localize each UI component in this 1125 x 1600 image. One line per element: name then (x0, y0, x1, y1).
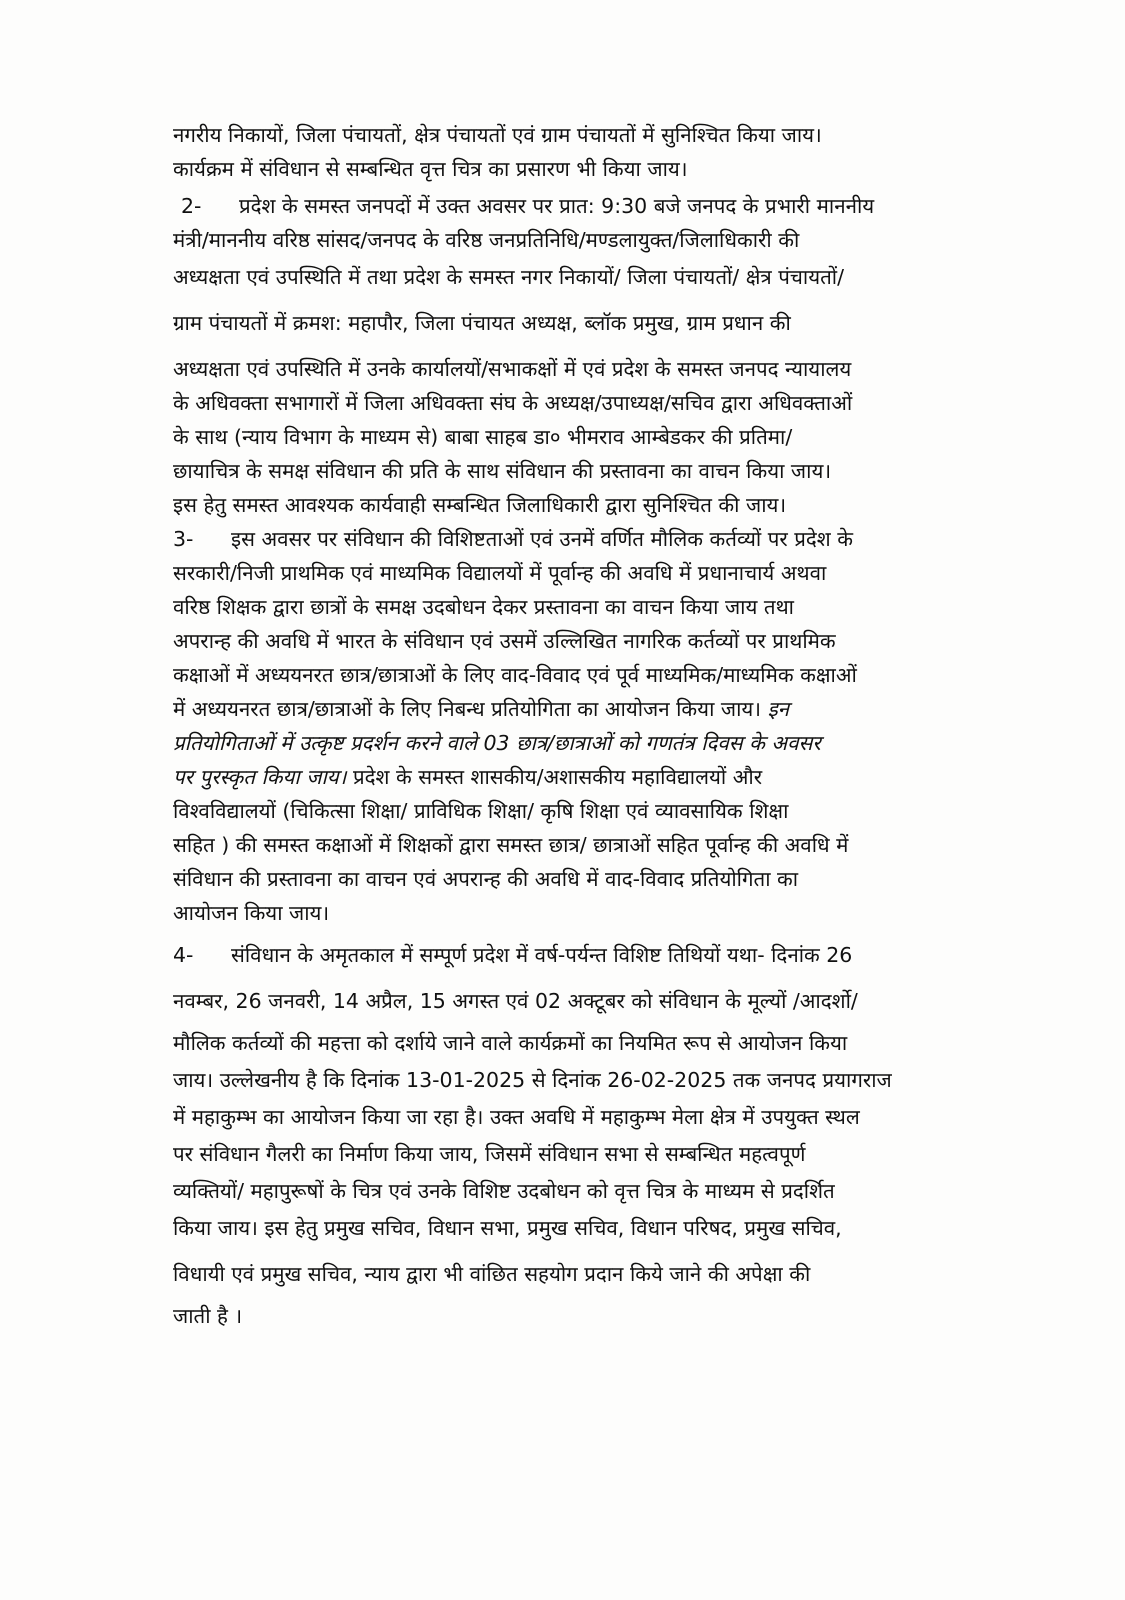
para3-line (173, 760, 1045, 794)
para2-line: अध्यक्षता एवं उपस्थिति में उनके कार्यालयों/सभाकक्षों में एवं प्रदेश के समस्त जनपद न्यायालय (173, 357, 852, 381)
para2-number: 2- (181, 194, 202, 218)
para4-line: विधायी एवं प्रमुख सचिव, न्याय द्वारा भी वांछित सहयोग प्रदान किये जाने की अपेक्षा की (173, 1262, 811, 1286)
para4-line: पर संविधान गैलरी का निर्माण किया जाय, जिसमें संविधान सभा से सम्बन्धित महत्वपूर्ण (173, 1142, 806, 1166)
para3-line: सरकारी/निजी प्राथमिक एवं माध्यमिक विद्यालयों में पूर्वान्ह की अवधि में प्रधानाचार्य अथवा (173, 561, 827, 585)
para4-line: मौलिक कर्तव्यों की महत्ता को दर्शाये जाने वाले कार्यक्रमों का नियमित रूप से आयोजन किया (173, 1031, 848, 1055)
para3-emphasis-line: प्रतियोगिताओं में उत्कृष्ट प्रदर्शन करने वाले 03 छात्र/छात्राओं को गणतंत्र दिवस के अवसर (173, 731, 821, 755)
para2-line: छायाचित्र के समक्ष संविधान की प्रति के साथ संविधान की प्रस्तावना का वाचन किया जाय। (173, 459, 832, 483)
para4-line (173, 938, 1045, 972)
para3-line: अपरान्ह की अवधि में भारत के संविधान एवं उसमें उल्लिखित नागरिक कर्तव्यों पर प्राथमिक (173, 629, 836, 653)
para3-text: प्रदेश के समस्त शासकीय/अशासकीय महाविद्यालयों और (352, 765, 763, 789)
para4-line: जाती है । (173, 1304, 243, 1328)
para2-line: के साथ (न्याय विभाग के माध्यम से) बाबा साहब डा० भीमराव आम्बेडकर की प्रतिमा/ (173, 425, 793, 449)
para3-line: आयोजन किया जाय। (173, 901, 330, 925)
para3-line: संविधान की प्रस्तावना का वाचन एवं अपरान्ह की अवधि में वाद-विवाद प्रतियोगिता का (173, 867, 799, 891)
para2-line: अध्यक्षता एवं उपस्थिति में तथा प्रदेश के समस्त नगर निकायों/ जिला पंचायतों/ क्षेत्र पंचायतों/ (173, 265, 845, 289)
para3-line: सहित ) की समस्त कक्षाओं में शिक्षकों द्वारा समस्त छात्र/ छात्राओं सहित पूर्वान्ह की अवधि में (173, 833, 849, 857)
document-body (173, 118, 1045, 1333)
para3-line (173, 692, 1045, 726)
para3-emphasis: पर पुरस्कृत किया जाय। (173, 765, 347, 789)
para3-emphasis: इन (767, 697, 790, 721)
intro-line: नगरीय निकायों, जिला पंचायतों, क्षेत्र पंचायतों एवं ग्राम पंचायतों में सुनिश्चित किया जाय। (173, 123, 822, 147)
para3-line: कक्षाओं में अध्ययनरत छात्र/छात्राओं के लिए वाद-विवाद एवं पूर्व माध्यमिक/माध्यमिक कक्षाओं (173, 663, 857, 687)
para2-text: प्रदेश के समस्त जनपदों में उक्त अवसर पर प्रात: 9:30 बजे जनपद के प्रभारी माननीय (239, 194, 875, 218)
para3-text: इस अवसर पर संविधान की विशिष्टताओं एवं उनमें वर्णित मौलिक कर्तव्यों पर प्रदेश के (231, 527, 853, 551)
para4-line: जाय। उल्लेखनीय है कि दिनांक 13-01-2025 से दिनांक 26-02-2025 तक जनपद प्रयागराज (173, 1068, 892, 1092)
para2-line (173, 189, 1045, 223)
para3-line: विश्वविद्यालयों (चिकित्सा शिक्षा/ प्राविधिक शिक्षा/ कृषि शिक्षा एवं व्यावसायिक शिक्षा (173, 799, 789, 823)
para4-number: 4- (173, 943, 194, 967)
para2-line: ग्राम पंचायतों में क्रमश: महापौर, जिला पंचायत अध्यक्ष, ब्लॉक प्रमुख, ग्राम प्रधान की (173, 311, 791, 335)
para2-line: इस हेतु समस्त आवश्यक कार्यवाही सम्बन्धित जिलाधिकारी द्वारा सुनिश्चित की जाय। (173, 493, 787, 517)
para4-line: व्यक्तियों/ महापुरूषों के चित्र एवं उनके विशिष्ट उदबोधन को वृत्त चित्र के माध्यम से प्रदर्शित (173, 1179, 835, 1203)
para3-line: वरिष्ठ शिक्षक द्वारा छात्रों के समक्ष उदबोधन देकर प्रस्तावना का वाचन किया जाय तथा (173, 595, 794, 619)
para2-line: मंत्री/माननीय वरिष्ठ सांसद/जनपद के वरिष्ठ जनप्रतिनिधि/मण्डलायुक्त/जिलाधिकारी की (173, 228, 800, 252)
para3-number: 3- (173, 527, 194, 551)
para4-line: किया जाय। इस हेतु प्रमुख सचिव, विधान सभा, प्रमुख सचिव, विधान परिषद, प्रमुख सचिव, (173, 1216, 842, 1240)
para4-line: नवम्बर, 26 जनवरी, 14 अप्रैल, 15 अगस्त एवं 02 अक्टूबर को संविधान के मूल्यों /आदर्शो/ (173, 989, 858, 1013)
para3-text: में अध्ययनरत छात्र/छात्राओं के लिए निबन्ध प्रतियोगिता का आयोजन किया जाय। (173, 697, 762, 721)
intro-line: कार्यक्रम में संविधान से सम्बन्धित वृत्त चित्र का प्रसारण भी किया जाय। (173, 157, 688, 181)
para4-line: में महाकुम्भ का आयोजन किया जा रहा है। उक्त अवधि में महाकुम्भ मेला क्षेत्र में उपयुक्त स्थल (173, 1105, 860, 1129)
para3-line (173, 522, 1045, 556)
para4-text: संविधान के अमृतकाल में सम्पूर्ण प्रदेश में वर्ष-पर्यन्त विशिष्ट तिथियों यथा- दिनांक 26 (231, 943, 853, 967)
para2-line: के अधिवक्ता सभागारों में जिला अधिवक्ता संघ के अध्यक्ष/उपाध्यक्ष/सचिव द्वारा अधिवक्ताओं (173, 391, 853, 415)
